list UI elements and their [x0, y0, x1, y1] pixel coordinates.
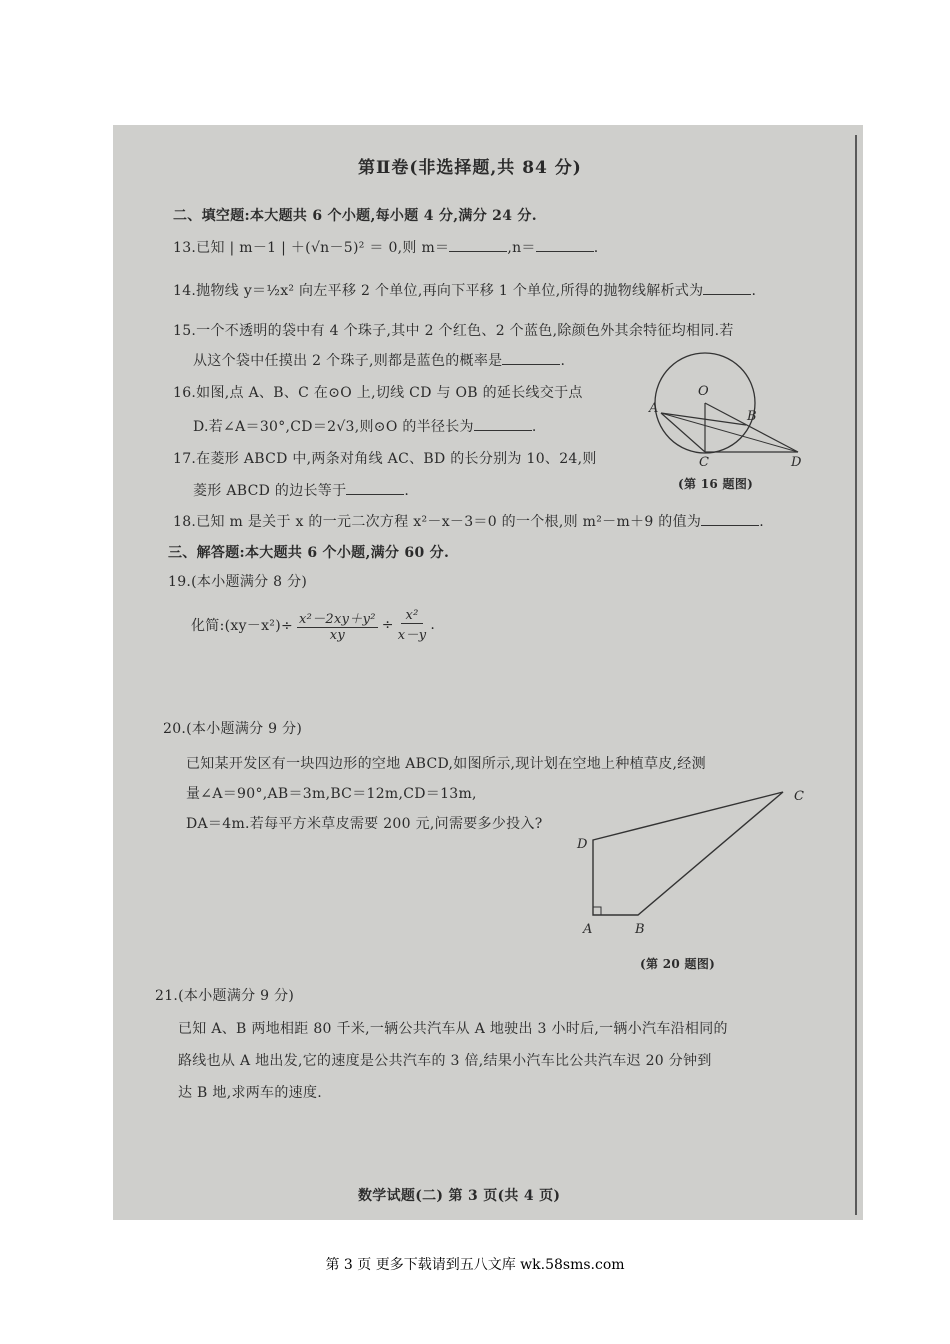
question-21-line2: 路线也从 A 地出发,它的速度是公共汽车的 3 倍,结果小汽车比公共汽车迟 20 分钟到 — [178, 1053, 712, 1069]
section-3-heading: 三、解答题:本大题共 6 个小题,满分 60 分. — [168, 545, 450, 561]
q14-text: 14.抛物线 y＝½x² 向左平移 2 个单位,再向下平移 1 个单位,所得的抛物线解析式为 — [173, 283, 704, 299]
q16-end: . — [531, 419, 537, 435]
label-a: A — [649, 401, 659, 416]
label-d: D — [791, 455, 802, 470]
q19-prefix: 化简:(xy－x²)÷ — [191, 618, 293, 634]
section-2-heading: 二、填空题:本大题共 6 个小题,每小题 4 分,满分 24 分. — [173, 208, 537, 224]
q16-text: D.若∠A＝30°,CD＝2√3,则⊙O 的半径长为 — [193, 419, 474, 435]
q14-end: . — [751, 283, 757, 299]
figure-20 — [568, 780, 818, 945]
quadrilateral-abcd — [593, 792, 783, 915]
question-16-line2 — [193, 416, 537, 436]
fraction-2 — [398, 608, 427, 643]
segment-ab — [661, 413, 746, 425]
label-b: B — [635, 922, 645, 937]
question-20-line2: 量∠A＝90°,AB＝3m,BC＝12m,CD＝13m, — [186, 786, 477, 802]
fraction-2-denominator: x－y — [397, 627, 427, 643]
figure-16-caption: (第 16 题图) — [678, 477, 754, 491]
exam-page-number: 数学试题(二) 第 3 页(共 4 页) — [358, 1188, 561, 1204]
question-20-line1: 已知某开发区有一块四边形的空地 ABCD,如图所示,现计划在空地上种植草皮,经测 — [186, 756, 706, 772]
label-o: O — [698, 384, 709, 399]
answer-blank — [536, 239, 594, 252]
question-21-line1: 已知 A、B 两地相距 80 千米,一辆公共汽车从 A 地驶出 3 小时后,一辆小汽车沿相同的 — [178, 1021, 728, 1037]
question-17-line2 — [193, 480, 409, 500]
paper-edge — [855, 135, 857, 1215]
question-20-line3: DA＝4m.若每平方米草皮需要 200 元,问需要多少投入? — [186, 816, 543, 832]
question-19-heading: 19.(本小题满分 8 分) — [168, 574, 308, 590]
q18-text: 18.已知 m 是关于 x 的一元二次方程 x²－x－3＝0 的一个根,则 m²－m＋9 的值为 — [173, 514, 702, 530]
label-a: A — [583, 922, 593, 937]
answer-blank — [474, 418, 532, 431]
answer-blank — [346, 482, 404, 495]
q13-text: 13.已知 | m－1 | ＋(√n－5)² ＝ 0,则 m＝ — [173, 240, 450, 256]
label-c: C — [699, 455, 709, 470]
question-15-line2 — [193, 350, 565, 370]
q17-end: . — [404, 483, 410, 499]
fraction-1 — [297, 608, 378, 643]
figure-16 — [643, 350, 813, 470]
q15-text: 从这个袋中任摸出 2 个珠子,则都是蓝色的概率是 — [193, 353, 503, 369]
question-17-line1: 17.在菱形 ABCD 中,两条对角线 AC、BD 的长分别为 10、24,则 — [173, 451, 597, 467]
q13-end: . — [593, 240, 599, 256]
right-angle-mark — [593, 907, 601, 915]
answer-blank — [703, 282, 751, 295]
question-15-line1: 15.一个不透明的袋中有 4 个珠子,其中 2 个红色、2 个蓝色,除颜色外其余特征均相同.若 — [173, 323, 734, 339]
question-18 — [173, 511, 764, 531]
label-c: C — [794, 789, 804, 804]
label-d: D — [577, 837, 588, 852]
answer-blank — [502, 352, 560, 365]
q19-divide: ÷ — [381, 617, 394, 633]
q19-end: . — [430, 617, 436, 633]
q15-end: . — [560, 353, 566, 369]
answer-blank — [701, 513, 759, 526]
q18-end: . — [759, 514, 764, 530]
exam-photo — [113, 125, 863, 1220]
q17-text: 菱形 ABCD 的边长等于 — [193, 483, 347, 499]
fraction-2-numerator: x² — [401, 608, 422, 624]
page-footer: 第 3 页 更多下载请到五八文库 wk.58sms.com — [325, 1257, 625, 1273]
figure-20-caption: (第 20 题图) — [640, 957, 716, 971]
fraction-1-numerator: x²－2xy＋y² — [297, 608, 378, 628]
question-13 — [173, 237, 599, 257]
question-21-line3: 达 B 地,求两车的速度. — [178, 1085, 322, 1101]
question-21-heading: 21.(本小题满分 9 分) — [155, 988, 295, 1004]
answer-blank — [449, 239, 507, 252]
fraction-1-denominator: xy — [329, 627, 345, 643]
question-14 — [173, 280, 756, 300]
question-20-heading: 20.(本小题满分 9 分) — [163, 721, 303, 737]
page-title: 第Ⅱ卷(非选择题,共 84 分) — [358, 158, 582, 178]
question-16-line1: 16.如图,点 A、B、C 在⊙O 上,切线 CD 与 OB 的延长线交于点 — [173, 385, 583, 401]
label-b: B — [747, 409, 757, 424]
q13-mid: ,n＝ — [507, 240, 536, 256]
question-19-expression — [191, 605, 435, 645]
